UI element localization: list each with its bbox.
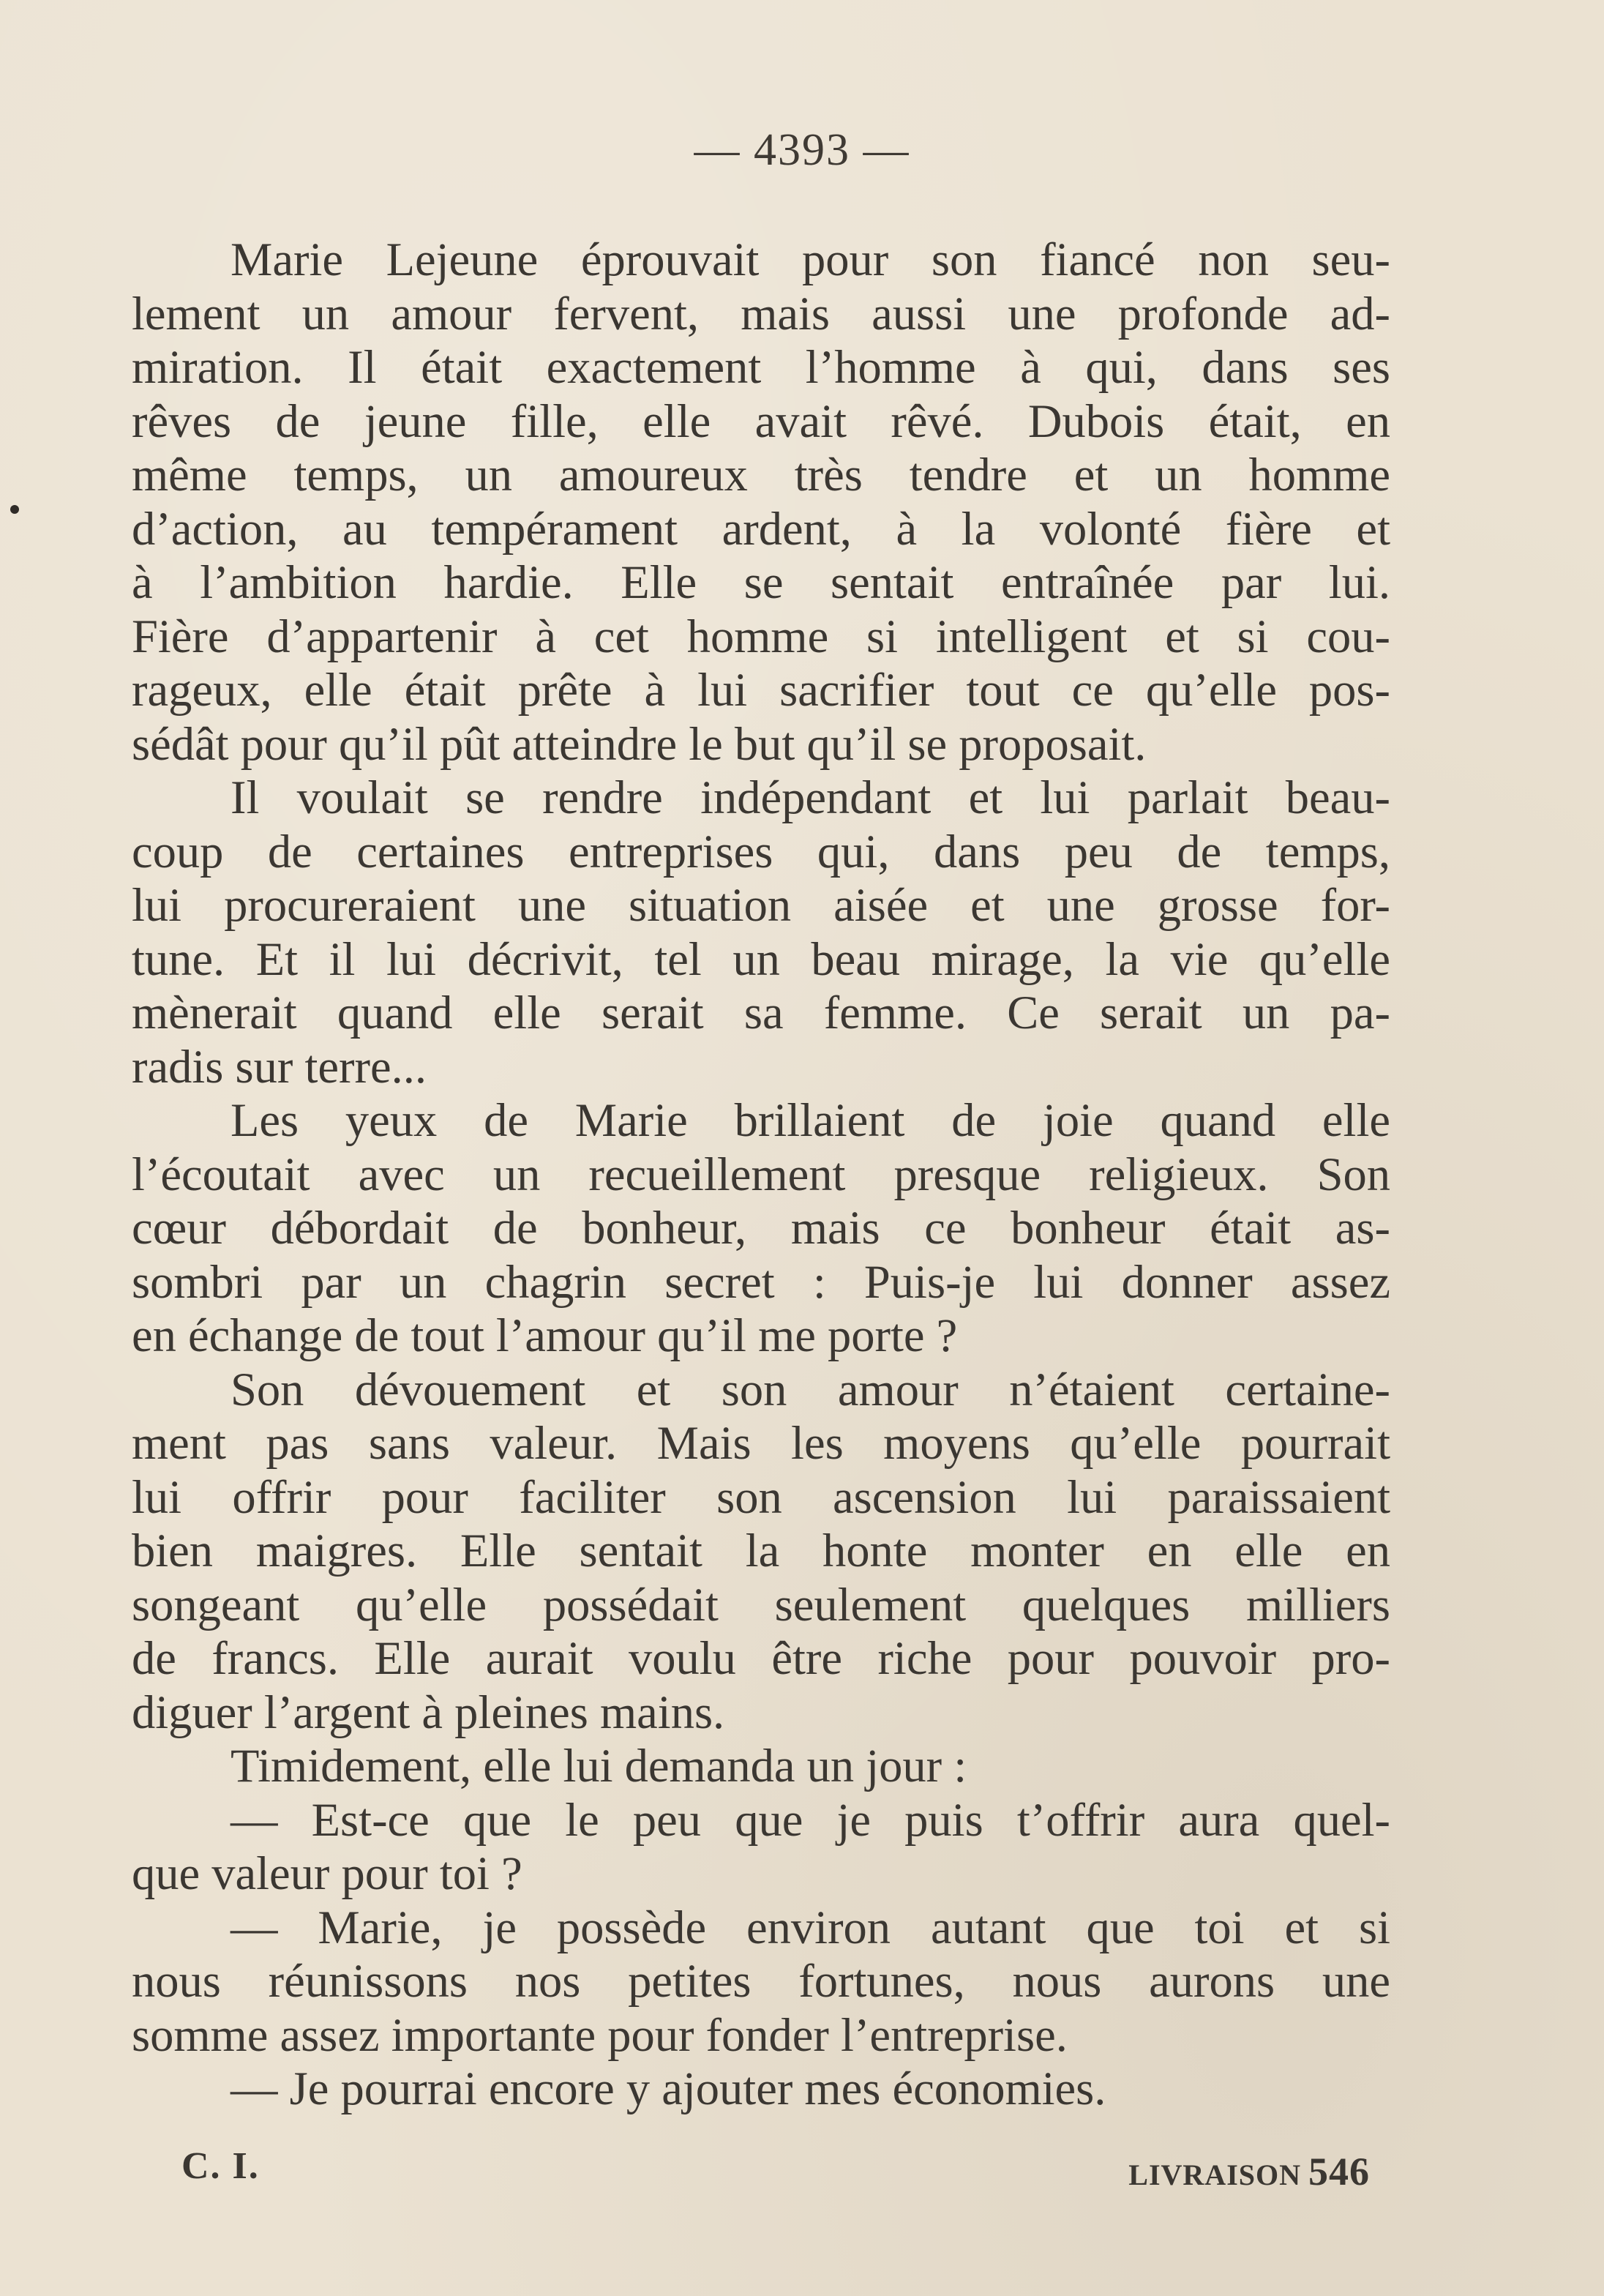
text-line: lement un amour fervent, mais aussi une profonde ad- bbox=[132, 287, 1390, 340]
text-line: en échange de tout l’amour qu’il me porte ? bbox=[132, 1309, 958, 1361]
text-line: — Je pourrai encore y ajouter mes économies. bbox=[231, 2063, 1106, 2114]
text-line: Timidement, elle lui demanda un jour : bbox=[231, 1740, 967, 1792]
text-line: même temps, un amoureux très tendre et un homme bbox=[132, 449, 1390, 501]
text-line: sombri par un chagrin secret : Puis-je lui donner assez bbox=[132, 1255, 1390, 1308]
text-line: à l’ambition hardie. Elle se sentait entraînée par lui. bbox=[132, 556, 1390, 608]
livraison-number: 546 bbox=[1308, 2150, 1370, 2194]
text-line: somme assez importante pour fonder l’entreprise. bbox=[132, 2008, 1068, 2061]
text-line: ment pas sans valeur. Mais les moyens qu’elle pourrait bbox=[132, 1417, 1390, 1469]
text-line: rageux, elle était prête à lui sacrifier tout ce qu’elle pos- bbox=[132, 664, 1390, 716]
text-line: Fière d’appartenir à cet homme si intelligent et si cou- bbox=[132, 610, 1390, 662]
text-line: que valeur pour toi ? bbox=[132, 1847, 522, 1899]
footer-imprint: C. I. bbox=[181, 2145, 260, 2187]
text-line: bien maigres. Elle sentait la honte monter en elle en bbox=[132, 1525, 1390, 1577]
text-line: lui offrir pour faciliter son ascension lui paraissaient bbox=[132, 1470, 1390, 1523]
text-line: mènerait quand elle serait sa femme. Ce serait un pa- bbox=[132, 987, 1390, 1039]
text-line: tune. Et il lui décrivit, tel un beau mirage, la vie qu’elle bbox=[132, 932, 1390, 985]
text-line: Marie Lejeune éprouvait pour son fiancé non seu- bbox=[231, 233, 1390, 285]
text-line: sédât pour qu’il pût atteindre le but qu’il se proposait. bbox=[132, 717, 1147, 770]
footer-livraison bbox=[1128, 2149, 1370, 2194]
page-footer bbox=[0, 2144, 1604, 2203]
text-line: miration. Il était exactement l’homme à qui, dans ses bbox=[132, 341, 1390, 393]
text-line: lui procureraient une situation aisée et une grosse for- bbox=[132, 879, 1390, 931]
text-line: — Est-ce que le peu que je puis t’offrir aura quel- bbox=[231, 1793, 1390, 1846]
text-line: cœur débordait de bonheur, mais ce bonheur était as- bbox=[132, 1202, 1390, 1254]
text-line: diguer l’argent à pleines mains. bbox=[132, 1686, 725, 1738]
text-line: d’action, au tempérament ardent, à la volonté fière et bbox=[132, 502, 1390, 555]
text-line: nous réunissons nos petites fortunes, nous aurons une bbox=[132, 1955, 1390, 2007]
text-line: l’écoutait avec un recueillement presque religieux. Son bbox=[132, 1148, 1390, 1200]
body-text bbox=[132, 233, 1390, 2116]
text-line: coup de certaines entreprises qui, dans peu de temps, bbox=[132, 825, 1390, 878]
text-line: Les yeux de Marie brillaient de joie quand elle bbox=[231, 1094, 1390, 1146]
page-number: — 4393 — bbox=[694, 125, 910, 175]
paper-speck bbox=[10, 505, 19, 514]
text-line: Il voulait se rendre indépendant et lui parlait beau- bbox=[231, 771, 1390, 823]
text-line: de francs. Elle aurait voulu être riche pour pouvoir pro- bbox=[132, 1632, 1390, 1684]
text-line: Son dévouement et son amour n’étaient certaine- bbox=[231, 1363, 1390, 1416]
livraison-label: LIVRAISON bbox=[1128, 2158, 1301, 2191]
text-line: — Marie, je possède environ autant que toi et si bbox=[231, 1901, 1390, 1953]
text-line: radis sur terre... bbox=[132, 1040, 427, 1093]
text-line: songeant qu’elle possédait seulement quelques milliers bbox=[132, 1578, 1390, 1631]
text-line: rêves de jeune fille, elle avait rêvé. Dubois était, en bbox=[132, 394, 1390, 447]
